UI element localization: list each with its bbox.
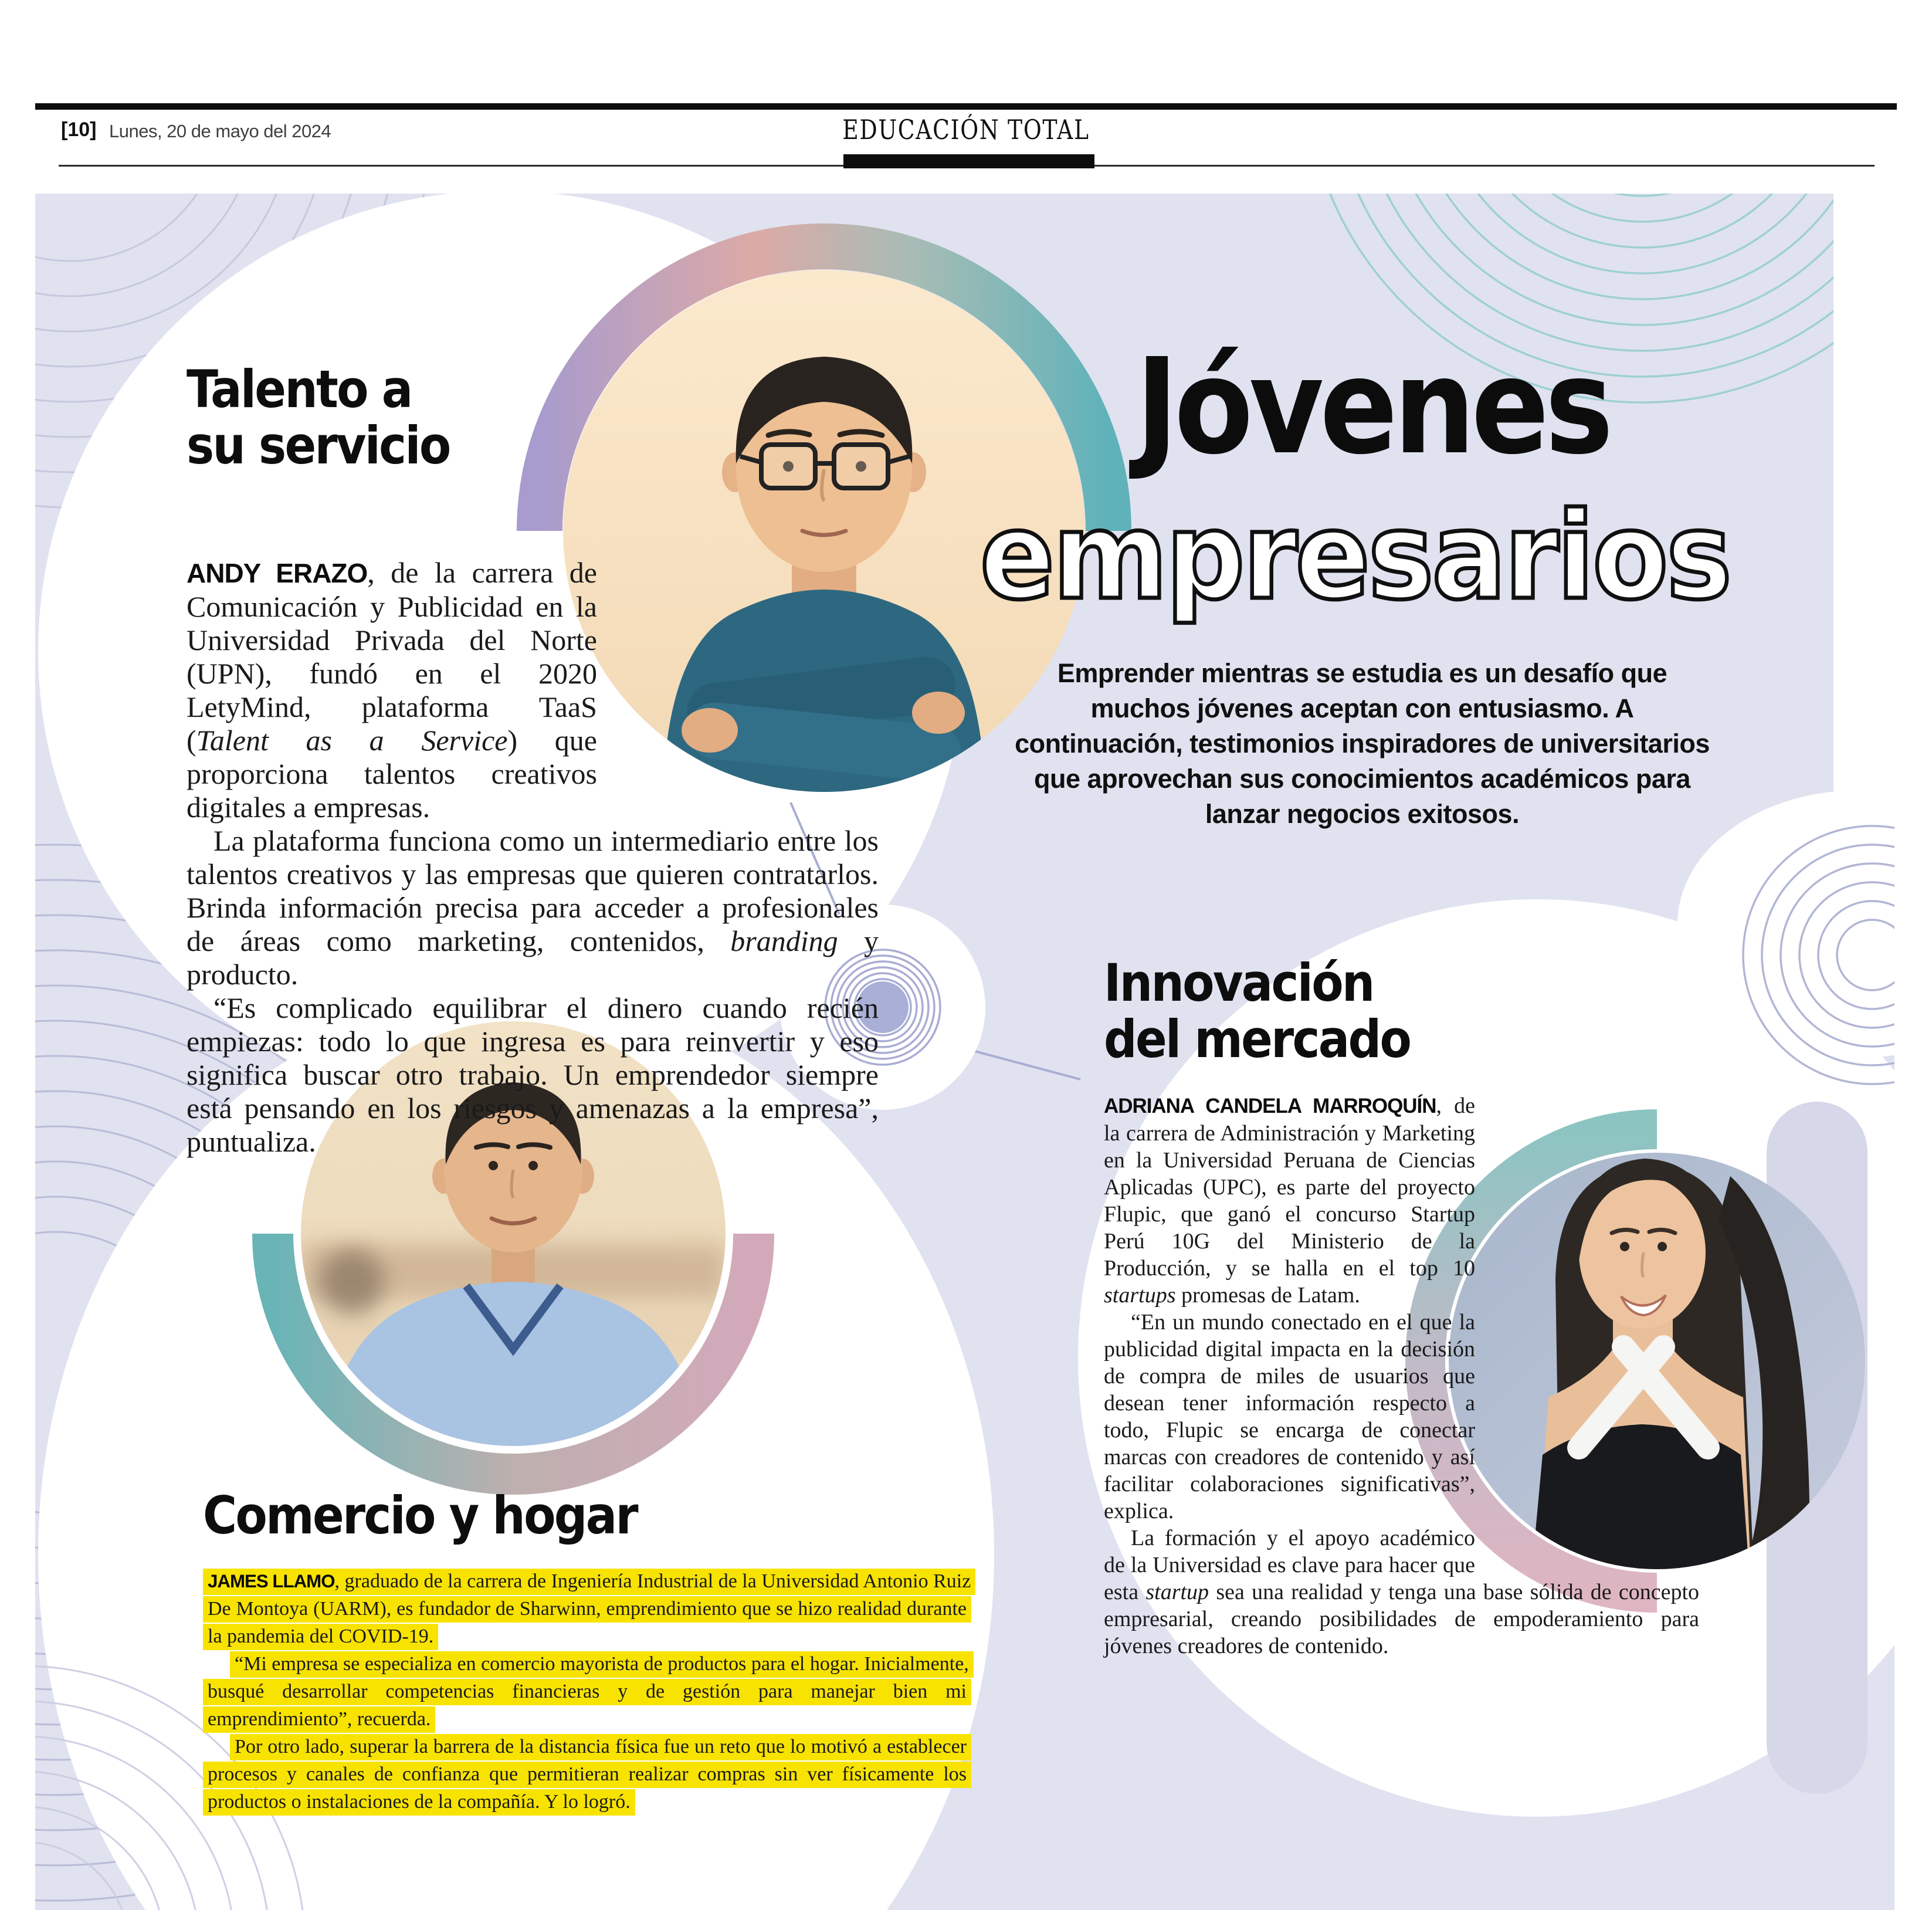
article3-paragraph-1: ADRIANA CANDELA MARROQUÍN, de la carrera de Administración y Marketing en la Universidad Peruana de Ciencias Aplicadas (UPC), es parte del proyecto Flupic, que ganó el concurso Startup Perú 10G del Ministerio de la Producción, y se halla en el top 10 startups promesas de Latam. xyxy=(1104,1093,1475,1308)
article2-body xyxy=(203,1567,971,1816)
article1-body xyxy=(187,556,879,1159)
article2-paragraph-1: JAMES LLAMO, graduado de la carrera de Ingeniería Industrial de la Universidad Antonio Ruiz De Montoya (UARM), es fundador de Sharwinn, emprendimiento que se hizo realidad durante la pandemia del COVID-19. xyxy=(203,1567,971,1650)
article1-paragraph-2: La plataforma funciona como un intermediario entre los talentos creativos y las empresas que quieren contratarlos. Brinda información precisa para acceder a profesionales de áreas como marketing, contenidos, branding y producto. xyxy=(187,824,879,991)
article3-title xyxy=(1104,955,1410,1068)
article2-lead-name: JAMES LLAMO xyxy=(208,1571,335,1591)
article1-paragraph-3: “Es complicado equilibrar el dinero cuando recién empiezas: todo lo que ingresa es para reinvertir y eso significa buscar otro trabajo. Un emprendedor siempre está pensando en los riesgos y amenazas a la empresa”, puntualiza. xyxy=(187,991,879,1158)
article3-lead-name: ADRIANA CANDELA MARROQUÍN xyxy=(1104,1095,1436,1117)
article1-title-line1: Talento a xyxy=(187,359,412,419)
article2-paragraph-3: Por otro lado, superar la barrera de la distancia física fue un reto que lo motivó a establecer procesos y canales de confianza que permitieran realizar compras sin ver físicamente los productos o instalaciones de la compañía. Y lo logró. xyxy=(203,1733,971,1816)
article3-paragraph-2: “En un mundo conectado en el que la publicidad digital impacta en la decisión de compra de miles de usuarios que desean tener información respecto a todo, Flupic se encarga de conectar marcas con creadores de contenido y así facilitar colaboraciones significativas”, explica. xyxy=(1104,1310,1475,1523)
article3-paragraph-3: La formación y el apoyo académico de la Universidad es clave para hacer que esta startup sea una realidad y tenga una base sólida de concepto empresarial, creando posibilidades de empoderamiento para jóvenes creadores de contenido. xyxy=(1104,1526,1699,1658)
photo1-wrap-spacer xyxy=(597,556,879,792)
article1-title-line2: su servicio xyxy=(187,415,450,476)
article3-title-line1: Innovación xyxy=(1104,953,1374,1013)
article3-body xyxy=(1104,1092,1699,1660)
article1-paragraph-1: ANDY ERAZO, de la carrera de Comunicación y Publicidad en la Universidad Privada del Norte (UPN), fundó en el 2020 LetyMind, plataforma TaaS (Talent as a Service) que proporciona talentos creativos digitales a empresas. xyxy=(187,556,597,824)
page-date: Lunes, 20 de mayo del 2024 xyxy=(109,121,331,141)
top-black-bar xyxy=(35,103,1897,110)
article1-title xyxy=(187,361,450,474)
headline-deck: Emprender mientras se estudia es un desafío que muchos jóvenes aceptan con entusiasmo. A continuación, testimonios inspiradores de universitarios que aprovechan sus conocimientos académicos para lanzar negocios exitosos. xyxy=(1015,658,1710,829)
article3-title-line2: del mercado xyxy=(1104,1009,1411,1069)
section-title-bar xyxy=(843,154,1094,168)
section-title: EDUCACIÓN TOTAL xyxy=(842,114,1090,145)
article2-paragraph-2: “Mi empresa se especializa en comercio mayorista de productos para el hogar. Inicialmente, busqué desarrollar competencias financieras y de gestión para manejar bien mi emprendimiento”, recuerda. xyxy=(203,1650,971,1733)
headline-word-jovenes: Jóvenes xyxy=(1136,330,1609,484)
photo3-wrap-spacer xyxy=(1475,1092,1699,1569)
article2-title: Comercio y hogar xyxy=(203,1485,637,1546)
article1-lead-name: ANDY ERAZO xyxy=(187,558,368,588)
page-number: [10] xyxy=(61,118,97,141)
headline-word-empresarios: empresarios xyxy=(979,487,1730,626)
